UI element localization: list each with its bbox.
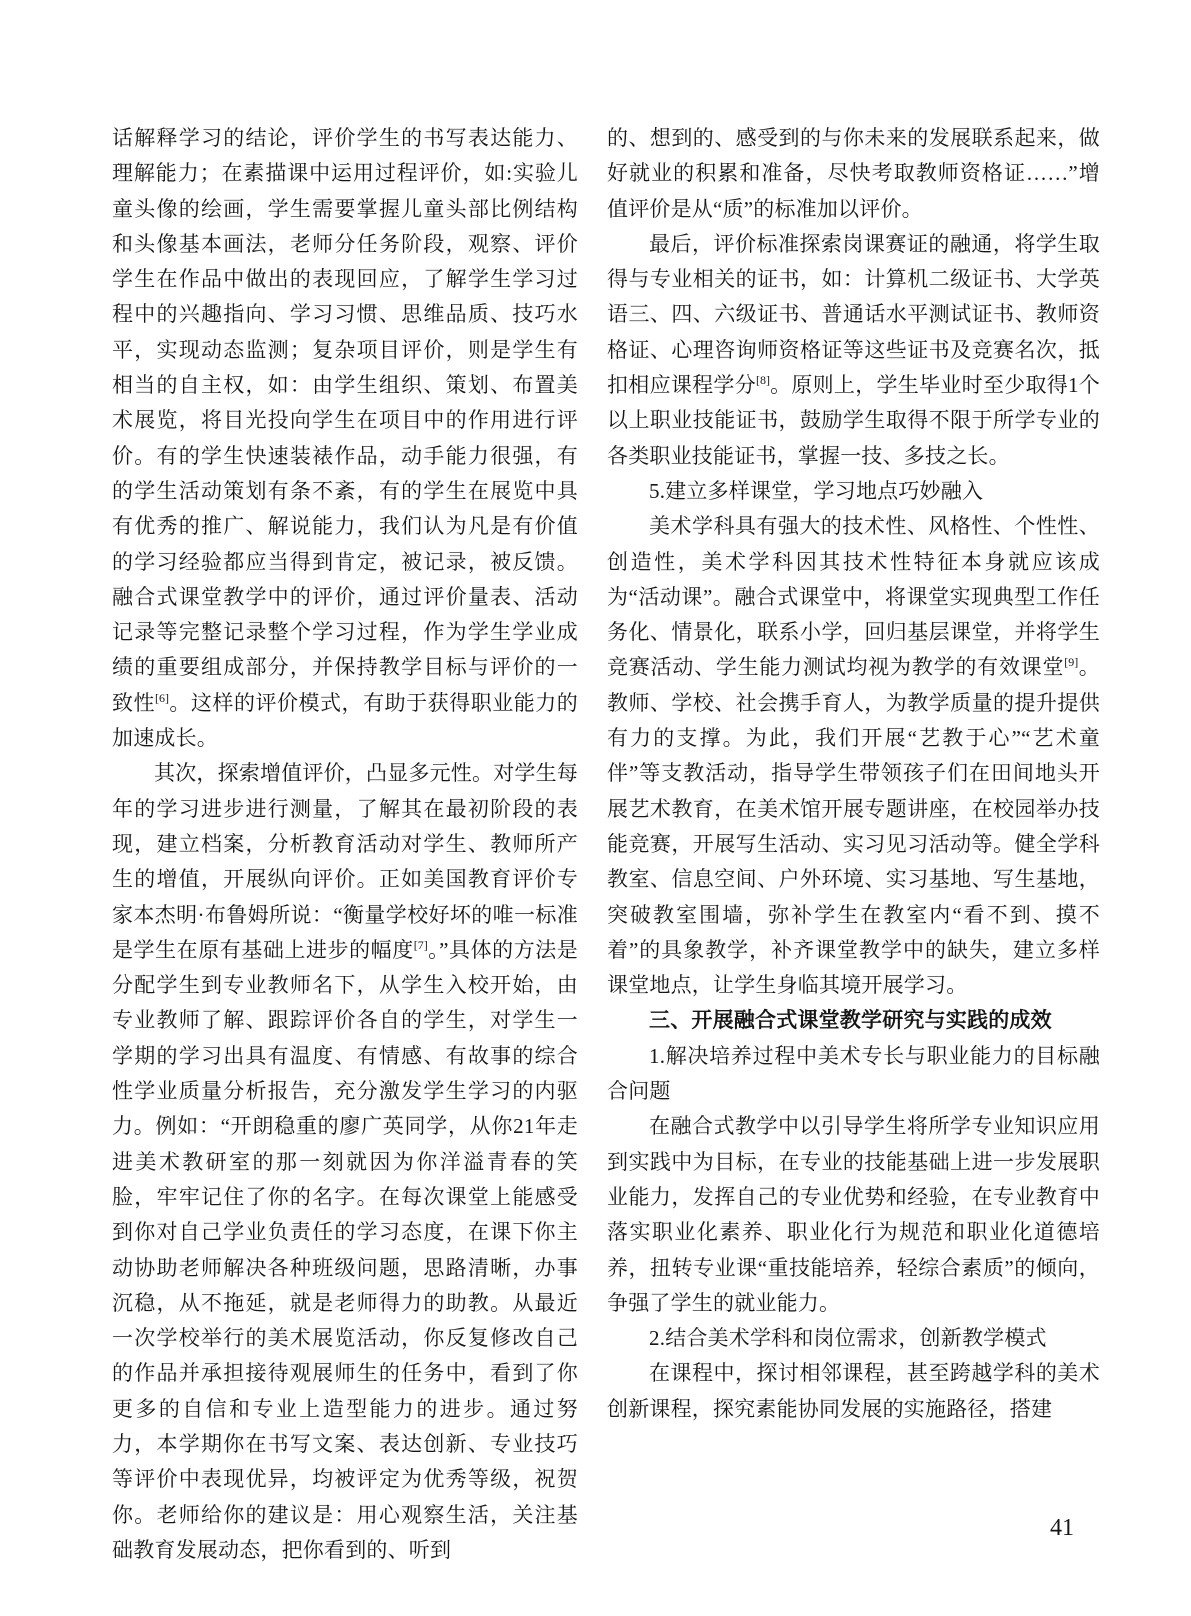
paragraph: 话解释学习的结论，评价学生的书写表达能力、理解能力；在素描课中运用过程评价，如:实验儿童头像的绘画，学生需要掌握儿童头部比例结构和头像基本画法，老师分任务阶段，观察、评价学生在作品中做出的表现回应，了解学生学习过程中的兴趣指向、学习习惯、思维品质、技巧水平，实现动态监测；复杂项目评价，则是学生有相当的自主权，如：由学生组织、策划、布置美术展览，将目光投向学生在项目中的作用进行评价。有的学生快速装裱作品，动手能力很强，有的学生活动策划有条不紊，有的学生在展览中具有优秀的推广、解说能力，我们认为凡是有价值的学习经验都应当得到肯定，被记录，被反馈。融合式课堂教学中的评价，通过评价量表、活动记录等完整记录整个学习过程，作为学生学业成绩的重要组成部分，并保持教学目标与评价的一致性[6]。这样的评价模式，有助于获得职业能力的加速成长。 [112, 126, 578, 751]
citation-ref: [8] [755, 373, 770, 388]
citation-ref: [7] [413, 937, 428, 952]
citation-ref: [9] [1064, 655, 1079, 670]
paragraph: 的、想到的、感受到的与你未来的发展联系起来，做好就业的积累和准备，尽快考取教师资格证……”增值评价是从“质”的标准加以评价。 [607, 126, 1100, 221]
paragraph: 在课程中，探讨相邻课程，甚至跨越学科的美术创新课程，探究素能协同发展的实施路径，搭建 [607, 1361, 1100, 1421]
citation-ref: [6] [155, 690, 170, 705]
column-right [607, 121, 1100, 1427]
paragraph: 2.结合美术学科和岗位需求，创新教学模式 [649, 1326, 1047, 1351]
paragraph: 最后，评价标准探索岗课赛证的融通，将学生取得与专业相关的证书，如：计算机二级证书、大学英语三、四、六级证书、普通话水平测试证书、教师资格证、心理咨询师资格证等这些证书及竞赛名次，抵扣相应课程学分[8]。原则上，学生毕业时至少取得1个以上职业技能证书，鼓励学生取得不限于所学专业的各类职业技能证书，掌握一技、多技之长。 [607, 231, 1100, 468]
column-left [112, 121, 578, 1568]
section-heading: 三、开展融合式课堂教学研究与实践的成效 [649, 1009, 1052, 1033]
paragraph: 美术学科具有强大的技术性、风格性、个性性、创造性，美术学科因其技术性特征本身就应该成为“活动课”。融合式课堂中，将课堂实现典型工作任务化、情景化，联系小学，回归基层课堂，并将学生竞赛活动、学生能力测试均视为教学的有效课堂[9]。教师、学校、社会携手育人，为教学质量的提升提供有力的支撑。为此，我们开展“艺教于心”“艺术童伴”等支教活动，指导学生带领孩子们在田间地头开展艺术教育，在美术馆开展专题讲座，在校园举办技能竞赛，开展写生活动、实习见习活动等。健全学科教室、信息空间、户外环境、实习基地、写生基地，突破教室围墙，弥补学生在教室内“看不到、摸不着”的具象教学，补齐课堂教学中的缺失，建立多样课堂地点，让学生身临其境开展学习。 [607, 514, 1101, 998]
paragraph: 5.建立多样课堂，学习地点巧妙融入 [649, 478, 984, 503]
page-number: 41 [1050, 1515, 1074, 1541]
paragraph: 其次，探索增值评价，凸显多元性。对学生每年的学习进步进行测量，了解其在最初阶段的表现，建立档案，分析教育活动对学生、教师所产生的增值，开展纵向评价。正如美国教育评价专家本杰明·布鲁姆所说：“衡量学校好坏的唯一标准是学生在原有基础上进步的幅度[7]。”具体的方法是分配学生到专业教师名下，从学生入校开始，由专业教师了解、跟踪评价各自的学生，对学生一学期的学习出具有温度、有情感、有故事的综合性学业质量分析报告，充分激发学生学习的内驱力。例如：“开朗稳重的廖广英同学，从你21年走进美术教研室的那一刻就因为你洋溢青春的笑脸，牢牢记住了你的名字。在每次课堂上能感受到你对自己学业负责任的学习态度，在课下你主动协助老师解决各种班级问题，思路清晰，办事沉稳，从不拖延，就是老师得力的助教。从最近一次学校举行的美术展览活动，你反复修改自己的作品并承担接待观展师生的任务中，看到了你更多的自信和专业上造型能力的进步。通过努力，本学期你在书写文案、表达创新、专业技巧等评价中表现优异，均被评定为优秀等级，祝贺你。老师给你的建议是：用心观察生活，关注基础教育发展动态，把你看到的、听到 [112, 761, 578, 1562]
paragraph: 1.解决培养过程中美术专长与职业能力的目标融合问题 [607, 1043, 1100, 1104]
paragraph: 在融合式教学中以引导学生将所学专业知识应用到实践中为目标，在专业的技能基础上进一步发展职业能力，发挥自己的专业优势和经验，在专业教育中落实职业化素养、职业化行为规范和职业化道德培养，扭转专业课“重技能培养，轻综合素质”的倾向，争强了学生的就业能力。 [607, 1114, 1100, 1315]
